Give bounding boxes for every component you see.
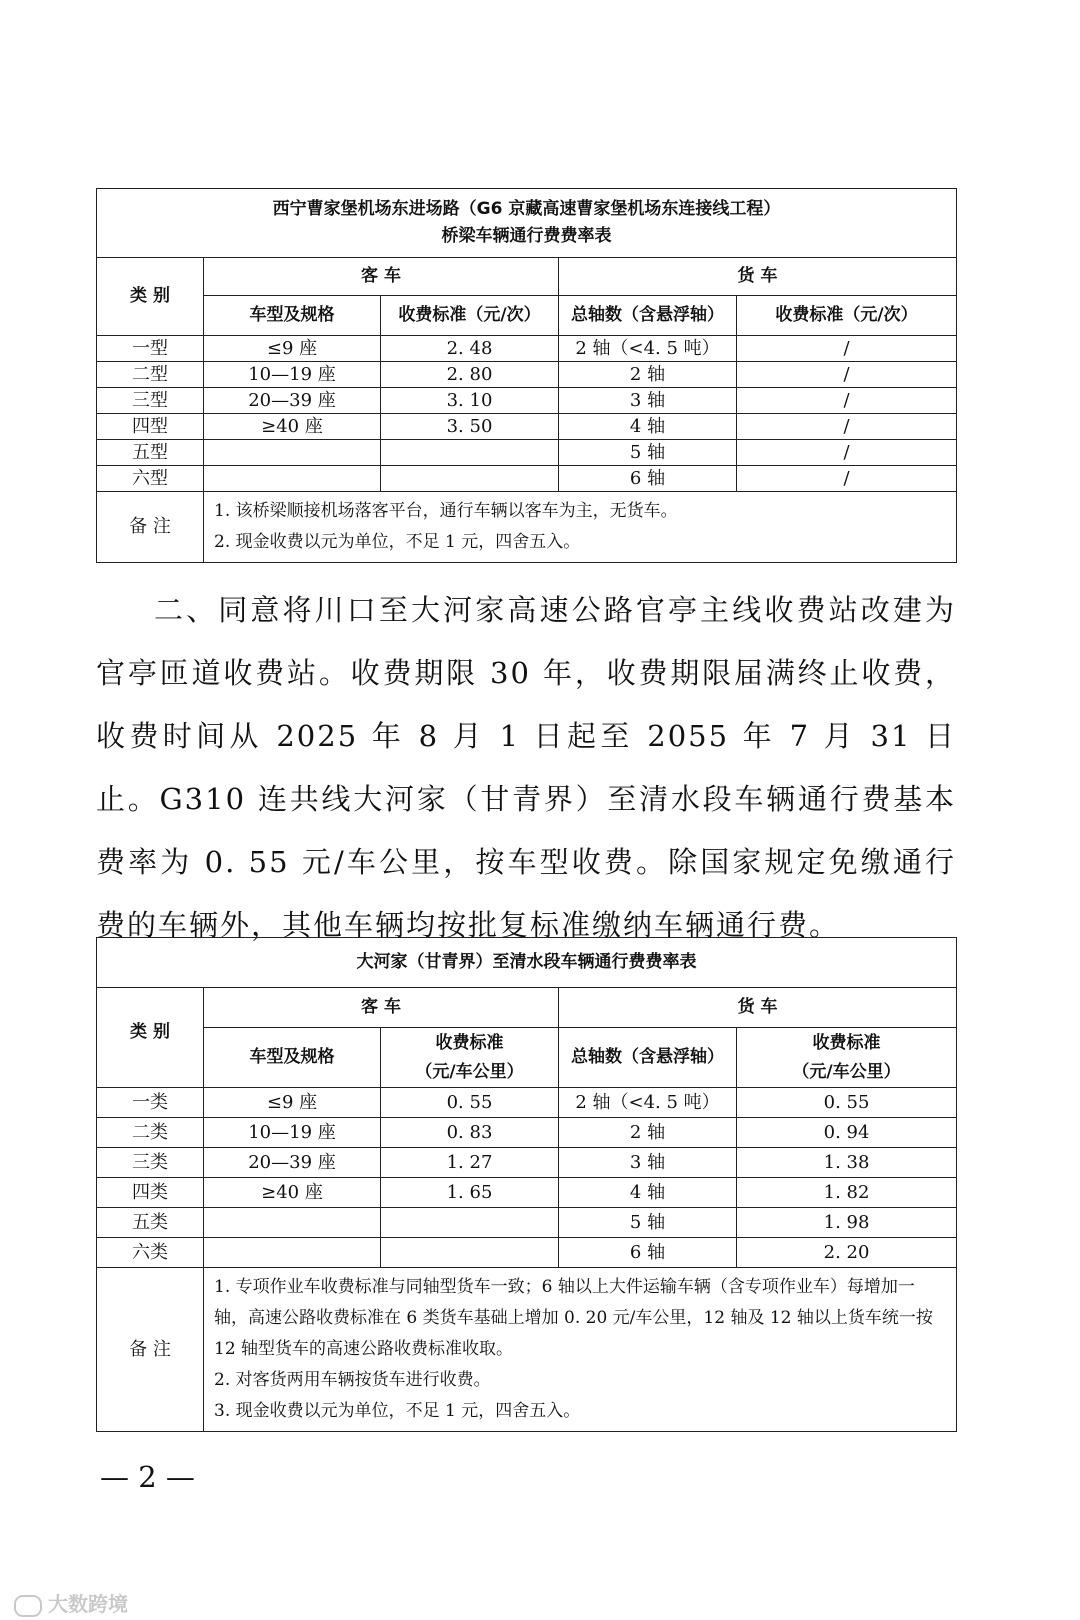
body-paragraph (96, 579, 956, 957)
row-axles: 2 轴（<4. 5 吨） (559, 1088, 737, 1118)
row-passenger-fee: 1. 27 (381, 1148, 559, 1178)
row-freight-fee: 0. 94 (737, 1118, 957, 1148)
row-axles: 6 轴 (559, 1238, 737, 1268)
note-item: 2. 现金收费以元为单位，不足 1 元，四舍五入。 (214, 532, 581, 552)
row-freight-fee: 1. 98 (737, 1208, 957, 1238)
row-category: 四型 (97, 414, 204, 440)
row-axles: 5 轴 (559, 1208, 737, 1238)
table-title-line-2: 桥梁车辆通行费费率表 (441, 226, 612, 246)
paragraph-text: 二、同意将川口至大河家高速公路官亭主线收费站改建为官亭匝道收费站。收费期限 30 年，收费期限届满终止收费，收费时间从 2025 年 8 月 1 日起至 2055 年 7 月 31 日止。G310 连共线大河家（甘青界）至清水段车辆通行费基本费率为 0. 55 元/车公里，按车型收费。除国家规定免缴通行费的车辆外，其他车辆均按批复标准缴纳车辆通行费。 (96, 593, 956, 942)
col-freight-fee-header-line-2: （元/车公里） (792, 1061, 901, 1082)
table-row (97, 414, 957, 440)
table-row (97, 336, 957, 362)
table-row (97, 1118, 957, 1148)
row-passenger-fee (381, 466, 559, 492)
row-passenger-fee: 2. 80 (381, 362, 559, 388)
row-freight-fee: 2. 20 (737, 1238, 957, 1268)
category-header: 类 别 (97, 988, 204, 1088)
freight-header: 货 车 (559, 988, 957, 1028)
note-item: 2. 对客货两用车辆按货车进行收费。 (214, 1370, 491, 1390)
table-row (97, 466, 957, 492)
row-passenger-fee (381, 440, 559, 466)
row-category: 二型 (97, 362, 204, 388)
table-title (97, 189, 957, 258)
row-passenger-fee (381, 1208, 559, 1238)
row-spec: ≥40 座 (204, 414, 381, 440)
row-freight-fee: 0. 55 (737, 1088, 957, 1118)
row-passenger-fee: 0. 55 (381, 1088, 559, 1118)
row-passenger-fee: 1. 65 (381, 1178, 559, 1208)
row-category: 一型 (97, 336, 204, 362)
row-freight-fee: 1. 82 (737, 1178, 957, 1208)
col-axles-header: 总轴数（含悬浮轴） (559, 1028, 737, 1088)
row-spec: 20—39 座 (204, 1148, 381, 1178)
table-title-line-1: 西宁曹家堡机场东进场路（G6 京藏高速曹家堡机场东连接线工程） (272, 199, 781, 219)
watermark (14, 1588, 128, 1617)
row-axles: 4 轴 (559, 1178, 737, 1208)
row-spec: ≤9 座 (204, 336, 381, 362)
row-spec: 20—39 座 (204, 388, 381, 414)
col-model-header: 车型及规格 (204, 296, 381, 336)
row-freight-fee: / (737, 466, 957, 492)
col-passenger-fee-header: 收费标准（元/次） (381, 296, 559, 336)
toll-rate-table-dahejia (96, 937, 957, 1432)
row-category: 三类 (97, 1148, 204, 1178)
row-spec (204, 1238, 381, 1268)
row-spec: 10—19 座 (204, 362, 381, 388)
row-passenger-fee: 3. 50 (381, 414, 559, 440)
col-passenger-fee-header-line-2: （元/车公里） (415, 1061, 524, 1082)
row-axles: 2 轴 (559, 362, 737, 388)
col-freight-fee-header: 收费标准（元/次） (737, 296, 957, 336)
row-freight-fee: / (737, 440, 957, 466)
col-axles-header: 总轴数（含悬浮轴） (559, 296, 737, 336)
note-item: 1. 该桥梁顺接机场落客平台，通行车辆以客车为主，无货车。 (214, 501, 678, 521)
table-row (97, 440, 957, 466)
row-axles: 4 轴 (559, 414, 737, 440)
row-freight-fee: / (737, 388, 957, 414)
table-row (97, 1088, 957, 1118)
row-freight-fee: / (737, 362, 957, 388)
watermark-text: 大数跨境 (48, 1592, 128, 1616)
row-passenger-fee (381, 1238, 559, 1268)
table-title: 大河家（甘青界）至清水段车辆通行费费率表 (97, 938, 957, 988)
notes-label: 备 注 (97, 492, 204, 563)
row-axles: 2 轴 (559, 1118, 737, 1148)
row-category: 三型 (97, 388, 204, 414)
toll-rate-table-bridge (96, 188, 957, 563)
passenger-header: 客 车 (204, 258, 559, 296)
row-category: 四类 (97, 1178, 204, 1208)
row-freight-fee: / (737, 336, 957, 362)
notes-content (204, 1268, 957, 1432)
notes-label: 备 注 (97, 1268, 204, 1432)
col-passenger-fee-header-line-1: 收费标准 (435, 1032, 504, 1053)
row-axles: 3 轴 (559, 1148, 737, 1178)
page-number: — 2 — (100, 1460, 195, 1494)
note-item: 1. 专项作业车收费标准与同轴型货车一致；6 轴以上大件运输车辆（含专项作业车）每增加一轴，高速公路收费标准在 6 类货车基础上增加 0. 20 元/车公里，12 轴及 12 轴以上货车统一按 12 轴型货车的高速公路收费标准收取。 (214, 1277, 933, 1359)
row-passenger-fee: 3. 10 (381, 388, 559, 414)
row-category: 六类 (97, 1238, 204, 1268)
row-category: 六型 (97, 466, 204, 492)
watermark-logo-icon (14, 1595, 42, 1617)
row-axles: 2 轴（<4. 5 吨） (559, 336, 737, 362)
note-item: 3. 现金收费以元为单位，不足 1 元，四舍五入。 (214, 1401, 581, 1421)
row-category: 一类 (97, 1088, 204, 1118)
col-model-header: 车型及规格 (204, 1028, 381, 1088)
col-freight-fee-header (737, 1028, 957, 1088)
row-spec (204, 440, 381, 466)
category-header: 类 别 (97, 258, 204, 336)
row-category: 五型 (97, 440, 204, 466)
row-spec: ≤9 座 (204, 1088, 381, 1118)
table-row (97, 388, 957, 414)
row-spec (204, 1208, 381, 1238)
col-freight-fee-header-line-1: 收费标准 (812, 1032, 881, 1053)
row-spec: 10—19 座 (204, 1118, 381, 1148)
table-row (97, 1178, 957, 1208)
row-category: 二类 (97, 1118, 204, 1148)
row-freight-fee: / (737, 414, 957, 440)
col-passenger-fee-header (381, 1028, 559, 1088)
table-row (97, 1148, 957, 1178)
notes-content (204, 492, 957, 563)
row-category: 五类 (97, 1208, 204, 1238)
passenger-header: 客 车 (204, 988, 559, 1028)
row-axles: 6 轴 (559, 466, 737, 492)
row-axles: 5 轴 (559, 440, 737, 466)
table-row (97, 362, 957, 388)
table-row (97, 1238, 957, 1268)
row-spec (204, 466, 381, 492)
row-spec: ≥40 座 (204, 1178, 381, 1208)
freight-header: 货 车 (559, 258, 957, 296)
row-passenger-fee: 0. 83 (381, 1118, 559, 1148)
row-freight-fee: 1. 38 (737, 1148, 957, 1178)
row-axles: 3 轴 (559, 388, 737, 414)
table-row (97, 1208, 957, 1238)
row-passenger-fee: 2. 48 (381, 336, 559, 362)
